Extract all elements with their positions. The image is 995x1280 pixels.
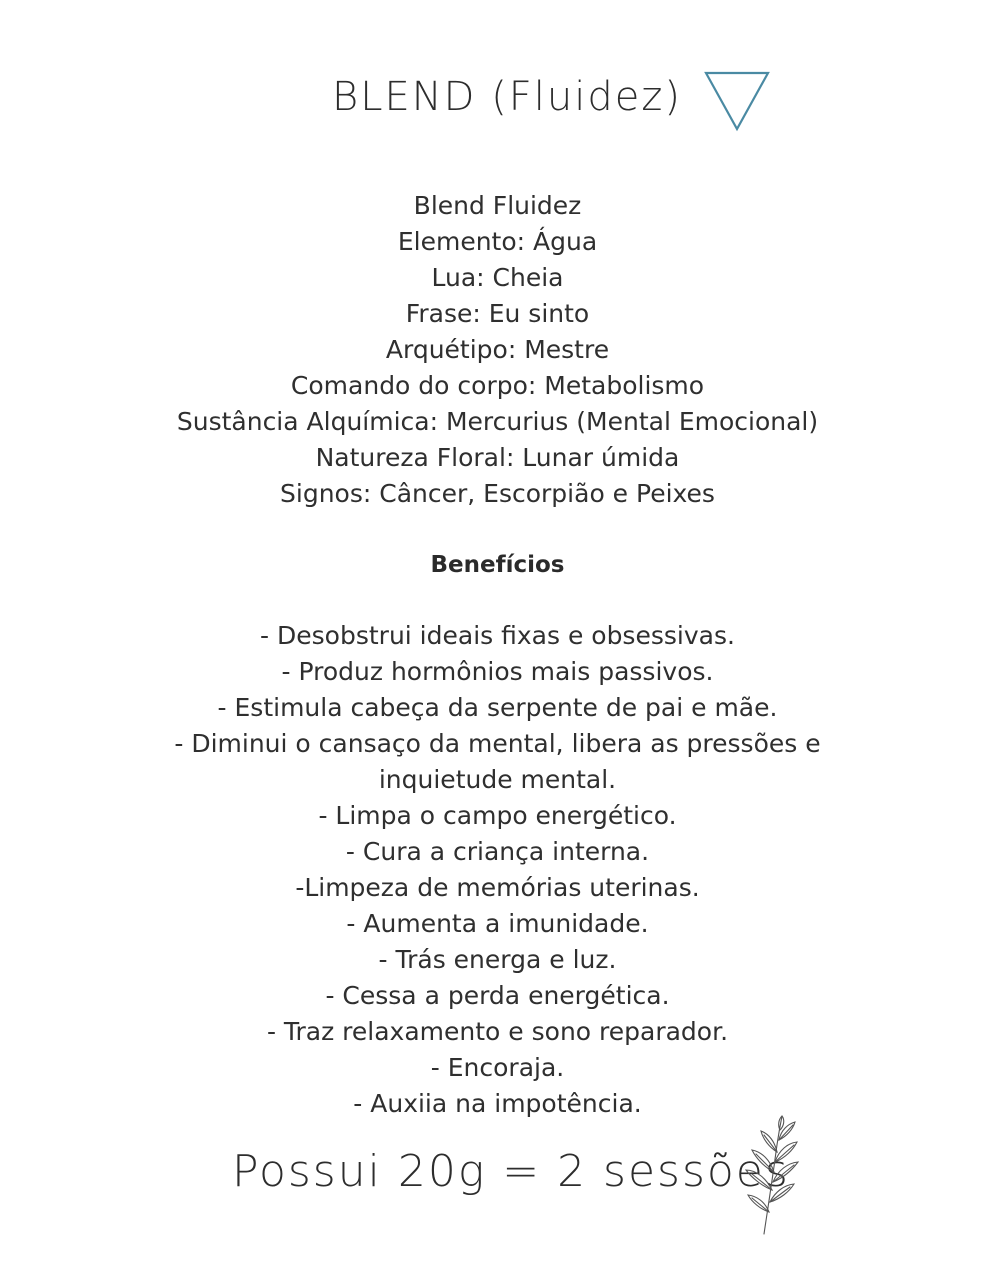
info-line-archetype: Arquétipo: Mestre bbox=[385, 335, 610, 364]
list-item: -Limpeza de memórias uterinas. bbox=[295, 873, 700, 902]
list-item: - Cessa a perda energética. bbox=[325, 981, 670, 1010]
benefits-heading: Benefícios bbox=[430, 552, 565, 578]
leaf-sprig-icon bbox=[742, 1112, 804, 1238]
info-line-moon: Lua: Cheia bbox=[431, 263, 564, 292]
list-item: - Encoraja. bbox=[430, 1053, 565, 1082]
list-item: - Diminui o cansaço da mental, libera as pressões e bbox=[174, 729, 821, 758]
info-line-element: Elemento: Água bbox=[397, 227, 598, 256]
info-line-signs: Signos: Câncer, Escorpião e Peixes bbox=[280, 479, 715, 508]
benefits-list bbox=[0, 618, 995, 1122]
list-item: - Desobstrui ideais fixas e obsessivas. bbox=[260, 621, 735, 650]
water-element-triangle-icon bbox=[703, 70, 771, 132]
info-line-name: Blend Fluidez bbox=[413, 191, 582, 220]
info-line-phrase: Frase: Eu sinto bbox=[405, 299, 590, 328]
info-block bbox=[0, 188, 995, 512]
header bbox=[0, 66, 995, 146]
list-item: - Limpa o campo energético. bbox=[318, 801, 677, 830]
weight-sessions-note: Possui 20g = 2 sessões bbox=[232, 1146, 790, 1197]
list-item: - Auxiia na impotência. bbox=[353, 1089, 642, 1118]
page-title: BLEND (Fluidez) bbox=[332, 74, 682, 120]
list-item: - Trás energa e luz. bbox=[378, 945, 617, 974]
info-line-body-command: Comando do corpo: Metabolismo bbox=[290, 371, 705, 400]
info-line-alchemical-substance: Sustância Alquímica: Mercurius (Mental Emocional) bbox=[176, 407, 819, 436]
list-item: inquietude mental. bbox=[378, 765, 617, 794]
list-item: - Aumenta a imunidade. bbox=[346, 909, 649, 938]
list-item: - Produz hormônios mais passivos. bbox=[281, 657, 714, 686]
info-line-floral-nature: Natureza Floral: Lunar úmida bbox=[315, 443, 680, 472]
list-item: - Traz relaxamento e sono reparador. bbox=[266, 1017, 729, 1046]
list-item: - Cura a criança interna. bbox=[345, 837, 650, 866]
list-item: - Estimula cabeça da serpente de pai e mãe. bbox=[217, 693, 778, 722]
